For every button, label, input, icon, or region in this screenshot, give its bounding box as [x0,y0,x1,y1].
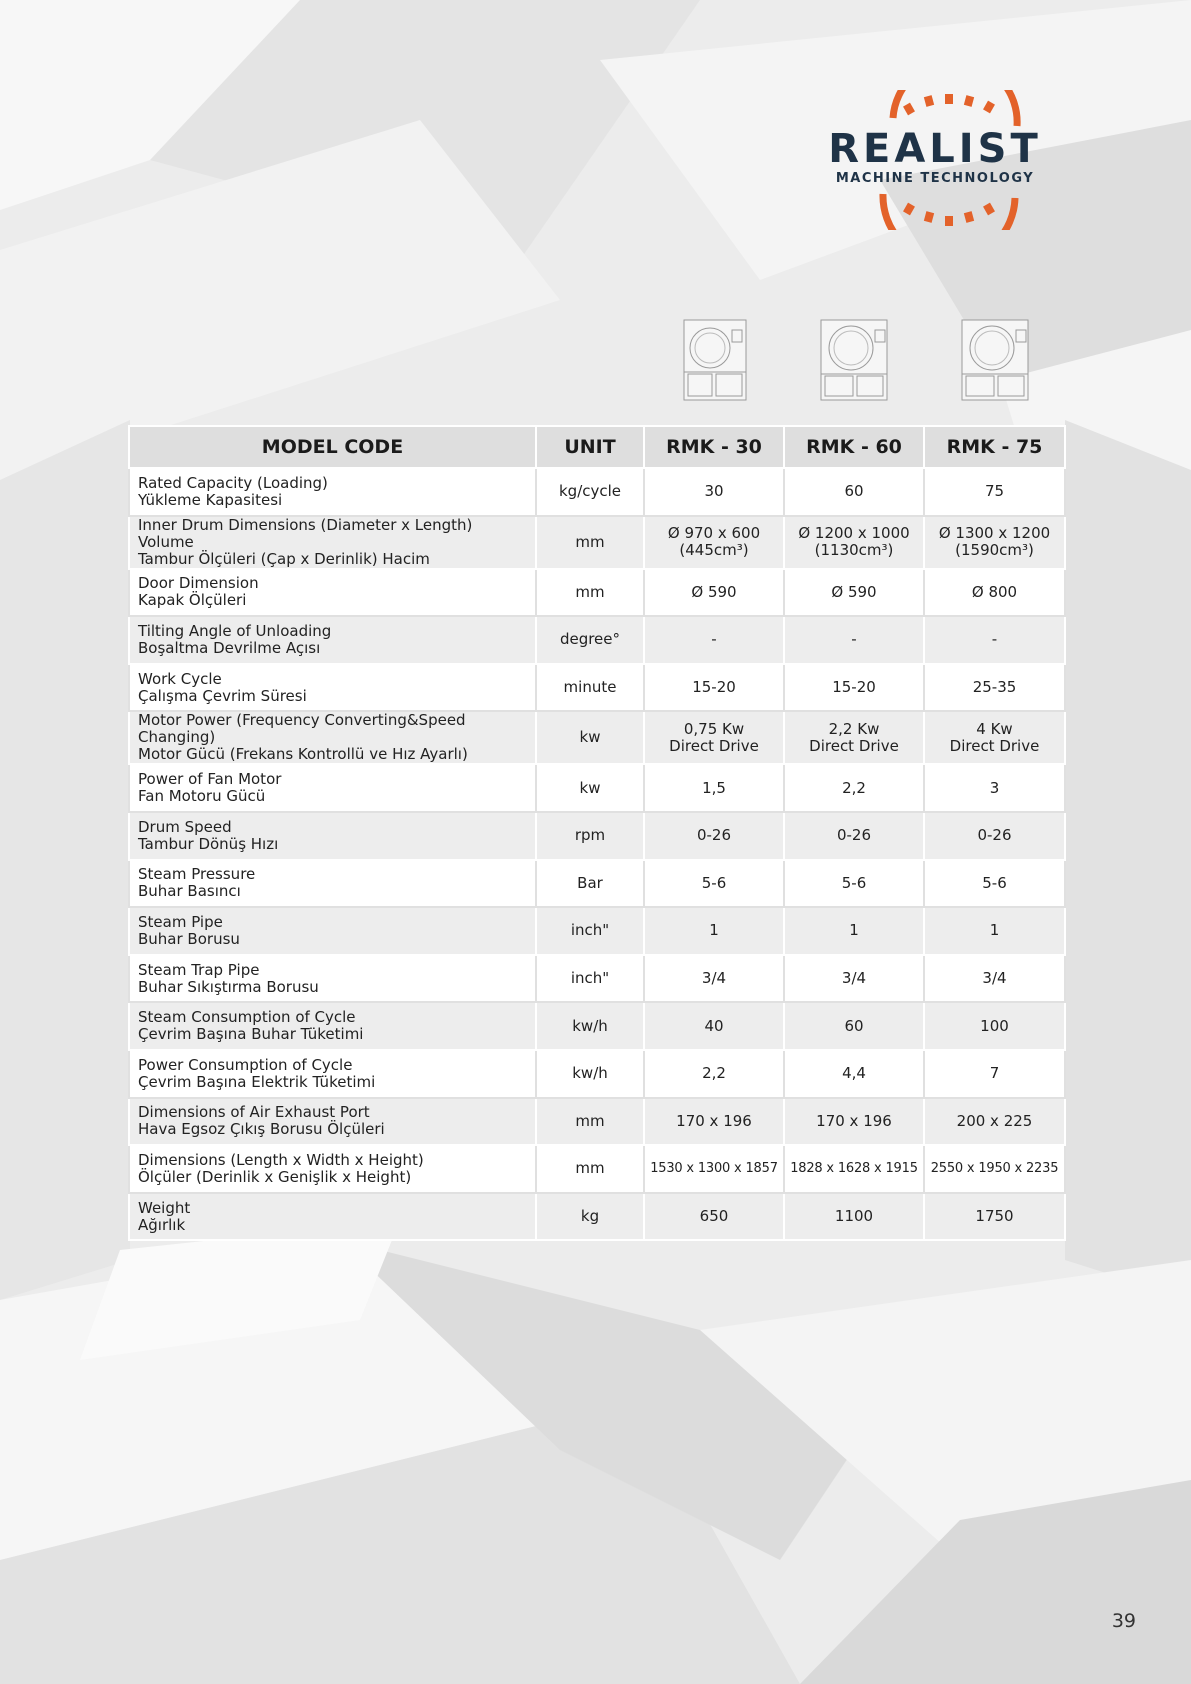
value-rmk-30: 170 x 196 [644,1098,784,1146]
table-row [129,860,1065,908]
value-line: 2,2 Kw [828,719,880,738]
value-rmk-60: 170 x 196 [784,1098,924,1146]
header-unit: UNIT [536,426,644,468]
value-rmk-60 [784,516,924,569]
param-tr: Kapak Ölçüleri [138,591,247,610]
param-en: Power of Fan Motor [138,770,282,789]
value-line: 0,75 Kw [683,719,745,738]
param-tr: Hava Egsoz Çıkış Borusu Ölçüleri [138,1120,385,1139]
param-en: Dimensions (Length x Width x Height) [138,1150,424,1169]
value-rmk-75: 3/4 [924,955,1065,1003]
value-rmk-60 [784,711,924,764]
value-rmk-75: 5-6 [924,860,1065,908]
unit-cell: mm [536,569,644,617]
value-rmk-60: 1828 x 1628 x 1915 [784,1145,924,1193]
unit-cell: degree° [536,616,644,664]
param-en: Steam Trap Pipe [138,960,260,979]
value-rmk-30: 30 [644,468,784,516]
param-tr: Motor Gücü (Frekans Kontrollü ve Hız Ayarlı) [138,745,468,764]
table-row [129,764,1065,812]
value-line: Direct Drive [949,736,1040,755]
value-line: Ø 1200 x 1000 [798,524,910,543]
table-row [129,1098,1065,1146]
param-en: Dimensions of Air Exhaust Port [138,1103,370,1122]
value-rmk-30 [644,516,784,569]
value-rmk-60: 1100 [784,1193,924,1241]
param-tr: Çevrim Başına Elektrik Tüketimi [138,1072,376,1091]
param-tr: Buhar Basıncı [138,882,241,901]
param-cell [129,860,536,908]
table-row [129,616,1065,664]
value-rmk-60: 60 [784,468,924,516]
value-rmk-75: 0-26 [924,812,1065,860]
brand-name: REALIST [828,126,1042,172]
value-rmk-75: 7 [924,1050,1065,1098]
param-cell [129,907,536,955]
value-rmk-30: 5-6 [644,860,784,908]
header-rmk-30: RMK - 30 [644,426,784,468]
value-rmk-75: 100 [924,1002,1065,1050]
unit-cell: Bar [536,860,644,908]
realist-logo [785,90,1085,230]
param-tr: Ölçüler (Derinlik x Genişlik x Height) [138,1167,412,1186]
param-tr: Buhar Sıkıştırma Borusu [138,977,319,996]
value-rmk-60: 3/4 [784,955,924,1003]
value-rmk-75: 1750 [924,1193,1065,1241]
param-tr: Çalışma Çevrim Süresi [138,686,307,705]
value-rmk-60: 60 [784,1002,924,1050]
param-en: Motor Power (Frequency Converting&Speed Changing) [138,711,466,747]
param-en: Steam Pipe [138,912,223,931]
param-en: Power Consumption of Cycle [138,1055,353,1074]
table-row [129,812,1065,860]
value-line: Ø 1300 x 1200 [938,524,1051,543]
param-en: Tilting Angle of Unloading [138,621,332,640]
value-line: Ø 970 x 600 [667,524,761,543]
specification-table [128,425,1066,1241]
param-tr: Ağırlık [138,1215,186,1234]
value-rmk-60: Ø 590 [784,569,924,617]
unit-cell: mm [536,1098,644,1146]
machine-drawing-rmk-60 [819,318,889,404]
param-tr: Çevrim Başına Buhar Tüketimi [138,1025,364,1044]
value-rmk-30: Ø 590 [644,569,784,617]
value-rmk-75: 75 [924,468,1065,516]
param-cell [129,764,536,812]
value-rmk-60: - [784,616,924,664]
value-rmk-60: 15-20 [784,664,924,712]
unit-cell: kg [536,1193,644,1241]
param-cell [129,812,536,860]
value-rmk-30: 650 [644,1193,784,1241]
param-tr: Yükleme Kapasitesi [138,490,283,509]
param-tr: Buhar Borusu [138,929,240,948]
unit-cell: inch" [536,955,644,1003]
table-row [129,1050,1065,1098]
param-en: Weight [138,1198,191,1217]
value-rmk-75 [924,711,1065,764]
value-line: Direct Drive [809,736,899,755]
value-rmk-30: 1,5 [644,764,784,812]
param-cell [129,1193,536,1241]
unit-cell: kw/h [536,1002,644,1050]
table-row [129,1002,1065,1050]
brand-tagline: MACHINE TECHNOLOGY [835,171,1035,186]
value-line: 4 Kw [976,719,1013,738]
machine-thumbnails [0,318,1191,408]
table-row [129,907,1065,955]
value-line: (445cm³) [679,541,749,560]
param-cell [129,1098,536,1146]
param-en: Inner Drum Dimensions (Diameter x Length) Volume [138,515,473,551]
param-cell [129,516,536,569]
param-cell [129,569,536,617]
param-cell [129,711,536,764]
param-en: Steam Consumption of Cycle [138,1008,356,1027]
header-rmk-60: RMK - 60 [784,426,924,468]
value-rmk-30: 1530 x 1300 x 1857 [644,1145,784,1193]
header-rmk-75: RMK - 75 [924,426,1065,468]
machine-drawing-rmk-75 [960,318,1030,404]
unit-cell: inch" [536,907,644,955]
param-tr: Boşaltma Devrilme Açısı [138,638,321,657]
machine-drawing-rmk-30 [680,318,750,404]
table-row [129,955,1065,1003]
value-rmk-30: 2,2 [644,1050,784,1098]
param-cell [129,1050,536,1098]
value-rmk-75: 200 x 225 [924,1098,1065,1146]
table-row [129,1145,1065,1193]
value-rmk-60: 0-26 [784,812,924,860]
value-rmk-30: 0-26 [644,812,784,860]
param-tr: Fan Motoru Gücü [138,787,266,806]
param-en: Drum Speed [138,817,232,836]
unit-cell: rpm [536,812,644,860]
value-rmk-60: 2,2 [784,764,924,812]
table-row [129,711,1065,764]
param-en: Steam Pressure [138,865,256,884]
unit-cell: mm [536,516,644,569]
value-rmk-75: 2550 x 1950 x 2235 [924,1145,1065,1193]
param-cell [129,1145,536,1193]
param-cell [129,664,536,712]
value-rmk-30: 3/4 [644,955,784,1003]
param-en: Door Dimension [138,574,259,593]
value-rmk-60: 4,4 [784,1050,924,1098]
value-rmk-60: 1 [784,907,924,955]
table-header-row [129,426,1065,468]
unit-cell: kw [536,764,644,812]
param-cell [129,955,536,1003]
param-tr: Tambur Dönüş Hızı [138,834,279,853]
value-line: (1590cm³) [955,541,1034,560]
param-en: Rated Capacity (Loading) [138,473,328,492]
value-line: Direct Drive [669,736,759,755]
value-line: (1130cm³) [814,541,894,560]
table-row [129,569,1065,617]
value-rmk-30: 1 [644,907,784,955]
value-rmk-30 [644,711,784,764]
table-row [129,1193,1065,1241]
value-rmk-75: 1 [924,907,1065,955]
param-cell [129,1002,536,1050]
value-rmk-75: - [924,616,1065,664]
value-rmk-30: 15-20 [644,664,784,712]
param-cell [129,468,536,516]
value-rmk-30: 40 [644,1002,784,1050]
value-rmk-60: 5-6 [784,860,924,908]
value-rmk-75: 25-35 [924,664,1065,712]
unit-cell: kg/cycle [536,468,644,516]
unit-cell: mm [536,1145,644,1193]
value-rmk-30: - [644,616,784,664]
value-rmk-75: 3 [924,764,1065,812]
param-en: Work Cycle [138,669,222,688]
table-row [129,516,1065,569]
value-rmk-75: Ø 800 [924,569,1065,617]
value-rmk-75 [924,516,1065,569]
page-number: 39 [1111,1610,1136,1632]
unit-cell: minute [536,664,644,712]
param-cell [129,616,536,664]
unit-cell: kw [536,711,644,764]
unit-cell: kw/h [536,1050,644,1098]
param-tr: Tambur Ölçüleri (Çap x Derinlik) Hacim [138,549,430,568]
table-row [129,664,1065,712]
table-row [129,468,1065,516]
header-model-code: MODEL CODE [129,426,536,468]
